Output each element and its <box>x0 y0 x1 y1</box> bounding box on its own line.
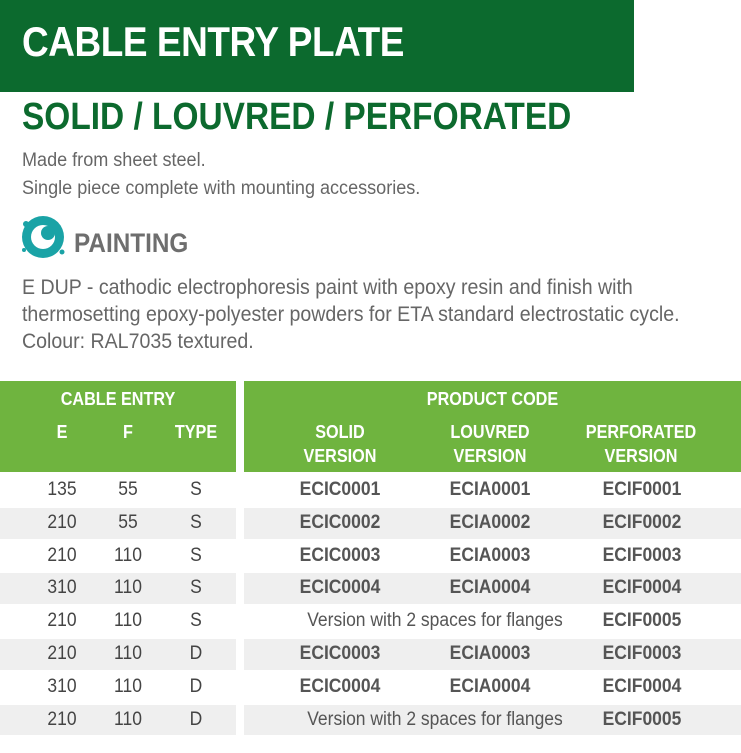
table-row <box>0 474 741 507</box>
cell-f: 110 <box>114 544 142 566</box>
cell-louvred: ECIA0002 <box>449 511 531 533</box>
cell-perforated: ECIF0001 <box>602 479 682 500</box>
col-louvred-header <box>436 420 544 468</box>
painting-line: thermosetting epoxy-polyester powders for ETA standard electrostatic cycle. <box>22 302 680 326</box>
cell-perforated: ECIF0004 <box>602 577 682 599</box>
cell-type: S <box>190 610 202 632</box>
cell-type: D <box>189 642 203 664</box>
cell-f: 110 <box>114 675 142 697</box>
cell-f: 110 <box>114 708 142 730</box>
cell-type: S <box>190 544 202 566</box>
col-solid-header <box>286 420 394 468</box>
painting-line: Colour: RAL7035 textured. <box>22 329 254 353</box>
cell-perforated: ECIF0003 <box>602 544 682 566</box>
table-body <box>0 474 741 736</box>
cell-perforated: ECIF0003 <box>602 642 682 664</box>
painting-title: PAINTING <box>74 228 189 258</box>
cell-type: S <box>190 511 202 533</box>
cell-type: S <box>190 479 202 500</box>
cell-perforated: ECIF0005 <box>602 610 682 632</box>
table-row <box>0 704 741 737</box>
painting-line: E DUP - cathodic electrophoresis paint with epoxy resin and finish with <box>22 275 633 299</box>
cell-perforated: ECIF0005 <box>602 708 682 730</box>
cell-f: 55 <box>118 479 138 500</box>
table-row <box>0 540 741 573</box>
col-f-header: F <box>123 422 133 442</box>
cell-e: 310 <box>47 675 77 697</box>
cell-f: 110 <box>114 610 142 632</box>
col-type-header: TYPE <box>174 422 218 442</box>
cell-f: 55 <box>118 511 138 533</box>
col-louvred-line: VERSION <box>453 446 527 466</box>
cable-entry-label: CABLE ENTRY <box>60 389 176 409</box>
cell-perforated: ECIF0004 <box>602 675 682 697</box>
cell-note: Version with 2 spaces for flanges <box>307 610 563 632</box>
table-row <box>0 638 741 671</box>
cable-entry-header <box>0 381 236 472</box>
table-row <box>0 572 741 605</box>
cell-type: D <box>189 708 203 730</box>
table-row <box>0 507 741 540</box>
paint-swirl-icon <box>18 212 68 262</box>
page-subtitle: SOLID / LOUVRED / PERFORATED <box>22 96 572 138</box>
cell-solid: ECIC0003 <box>299 642 381 664</box>
col-perforated-line: PERFORATED <box>585 422 697 442</box>
cell-e: 210 <box>47 511 77 533</box>
cell-solid: ECIC0002 <box>299 511 381 533</box>
cell-e: 135 <box>47 479 77 500</box>
product-code-label: PRODUCT CODE <box>426 389 559 409</box>
cell-solid: ECIC0001 <box>299 479 381 500</box>
cell-f: 110 <box>114 577 142 599</box>
table-row <box>0 671 741 704</box>
cell-louvred: ECIA0004 <box>449 675 531 697</box>
col-perforated-line: VERSION <box>604 446 678 466</box>
cell-solid: ECIC0003 <box>299 544 381 566</box>
col-perforated-header <box>583 420 700 468</box>
cell-e: 210 <box>47 544 77 566</box>
description <box>22 147 420 203</box>
cell-louvred: ECIA0003 <box>449 544 531 566</box>
cell-e: 310 <box>47 577 77 599</box>
cell-e: 210 <box>47 610 77 632</box>
col-louvred-line: LOUVRED <box>450 422 530 442</box>
cell-e: 210 <box>47 708 77 730</box>
col-solid-line: SOLID <box>315 422 365 442</box>
col-solid-line: VERSION <box>303 446 377 466</box>
cell-louvred: ECIA0004 <box>449 577 531 599</box>
title-bar <box>0 0 634 92</box>
page-title: CABLE ENTRY PLATE <box>22 18 405 65</box>
cell-louvred: ECIA0001 <box>449 479 531 500</box>
cell-perforated: ECIF0002 <box>602 511 682 533</box>
painting-text <box>22 274 680 355</box>
cell-louvred: ECIA0003 <box>449 642 531 664</box>
cell-f: 110 <box>114 642 142 664</box>
cell-type: D <box>189 675 203 697</box>
table-row <box>0 605 741 638</box>
cell-e: 210 <box>47 642 77 664</box>
description-line: Made from sheet steel. <box>22 150 206 171</box>
cell-solid: ECIC0004 <box>299 675 381 697</box>
description-line: Single piece complete with mounting accessories. <box>22 178 421 199</box>
cell-solid: ECIC0004 <box>299 577 381 599</box>
cell-type: S <box>190 577 202 599</box>
col-e-header: E <box>56 422 68 442</box>
product-code-header <box>244 381 741 472</box>
cell-note: Version with 2 spaces for flanges <box>307 708 563 730</box>
